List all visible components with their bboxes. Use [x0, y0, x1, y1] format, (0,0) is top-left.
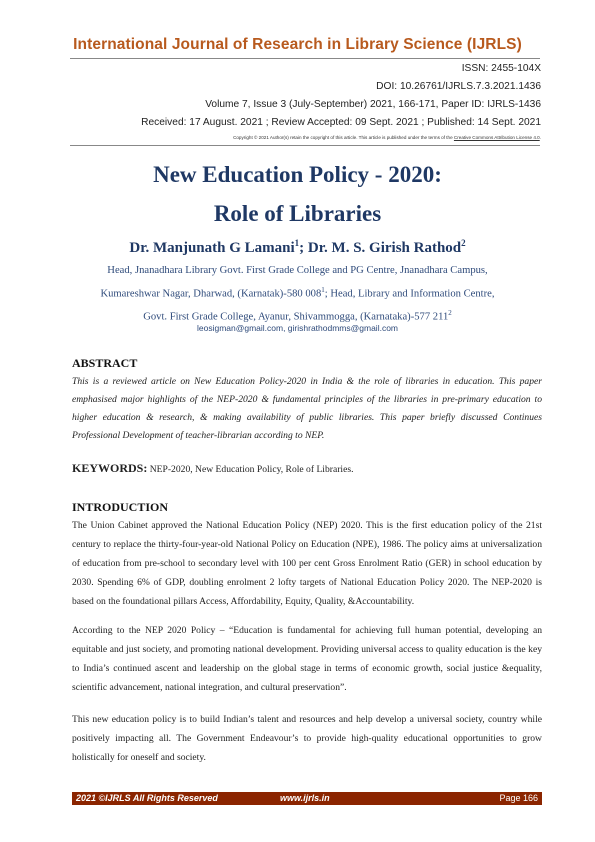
- introduction-heading: INTRODUCTION: [72, 500, 169, 514]
- author-1-sup: 1: [294, 238, 300, 248]
- authors: [0, 238, 595, 257]
- affiliation-line-2: Kumareshwar Nagar, Dharwad, (Karnatak)-580 $008^1$; Head, Library and Information Centre,: [100, 285, 495, 300]
- keywords-text: NEP-2020, New Education Policy, Role of Libraries.: [147, 464, 354, 475]
- footer-rights: 2021 ©IJRLS All Rights Reserved: [76, 793, 218, 803]
- introduction-paragraph-1: The Union Cabinet approved the National Education Policy (NEP) 2020. This is the first education policy of the 21st century to replace the thirty-four-year-old National Policy on Education (NPE), 1986. The policy aims at universalization of education from pre-school to secondary level with 100 per cent Gross Enrolment Ratio (GER) in school education by 2030. Spending 6% of GDP, doubling enrolment 2 lofty targets of National Education Policy 2020. The NEP-2020 is based on the foundational pillars Access, Affordability, Equity, Quality, &Accountability.: [72, 520, 542, 607]
- author-2: Dr. M. S. Girish Rathod: [307, 240, 462, 256]
- abstract-text: This is a reviewed article on New Education Policy-2020 in India & the role of libraries in education. This paper emphasised major highlights of the NEP-2020 & fundamental principles of the libraries in pre-primary education to higher education & research, & making availability of public libraries. This paper briefly discussed Continues Professional Development of teacher-librarian according to NEP.: [72, 376, 542, 441]
- keywords: [72, 461, 542, 476]
- author-1: Dr. Manjunath G Lamani: [129, 240, 295, 256]
- author-emails[interactable]: leosigman@gmail.com, girishrathodmms@gmail.com: [196, 323, 398, 333]
- volume-info: Volume 7, Issue 3 (July-September) 2021, 166-171, Paper ID: IJRLS-1436: [205, 99, 541, 110]
- footer-bar: [72, 792, 542, 805]
- keywords-label: KEYWORDS:: [72, 461, 148, 475]
- dates: Received: 17 August. 2021 ; Review Accepted: 09 Sept. 2021 ; Published: 14 Sept. 2021: [141, 117, 541, 128]
- footer-page-number: Page 166: [499, 793, 538, 803]
- doi: DOI: 10.26761/IJRLS.7.3.2021.1436: [376, 81, 541, 92]
- affiliations: [60, 261, 535, 327]
- author-2-sup: 2: [461, 238, 466, 248]
- affiliation-line-1: Head, Jnanadhara Library Govt. First Grade College and PG Centre, Jnanadhara Campus,: [107, 265, 488, 276]
- header-divider: [70, 58, 540, 59]
- author-separator: ;: [299, 240, 308, 256]
- introduction-paragraph-3: This new education policy is to build Indian’s talent and resources and help develop a universal society, country while positively impacting all. The Government Endeavour’s to provide high-quality educational opportunities to grow holistically for oneself and society.: [72, 714, 542, 763]
- paper-title-line1: New Education Policy - 2020:: [153, 162, 442, 187]
- paper-title-line2: Role of Libraries: [213, 201, 382, 226]
- affiliation-line-3: Govt. First Grade College, Ayanur, Shivammogga, (Karnataka)-577 $211^2$: [143, 308, 452, 323]
- copyright-notice: [233, 135, 541, 140]
- license-link[interactable]: Creative Commons Attribution License 4.0: [453, 135, 540, 140]
- footer-website[interactable]: www.ijrls.in: [280, 793, 330, 803]
- issn: ISSN: 2455-104X: [461, 63, 541, 74]
- introduction-paragraph-2: According to the NEP 2020 Policy – “Education is fundamental for achieving full human potential, developing an equitable and just society, and promoting national development. Providing universal access to quality education is the key to India’s continued ascent and leadership on the global stage in terms of economic growth, social justice &equality, scientific advancement, national integration, and cultural preservation”.: [72, 625, 542, 693]
- abstract-heading: ABSTRACT: [72, 356, 138, 370]
- copyright-prefix: Copyright © 2021 Author(s) retain the copyright of this article. This article is published under the terms of the: [233, 135, 454, 140]
- journal-title: International Journal of Research in Library Science (IJRLS): [73, 36, 522, 53]
- copyright-suffix: .: [539, 135, 541, 140]
- header-divider-bottom: [70, 145, 540, 146]
